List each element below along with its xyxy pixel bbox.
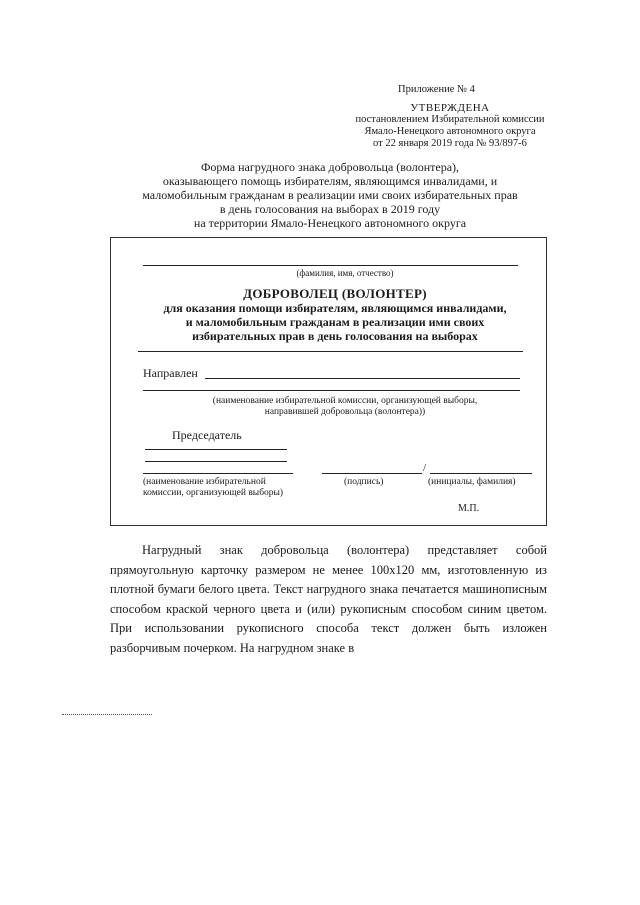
commission-caption-line: (наименование избирательной — [143, 477, 266, 487]
name-caption: (фамилия, имя, отчество) — [296, 268, 394, 278]
form-title — [100, 160, 560, 230]
heading-underline — [138, 351, 523, 352]
approval-line: от 22 января 2019 года № 93/897-6 — [373, 138, 527, 149]
commission-fill-line — [145, 461, 287, 462]
org-fill-line — [143, 390, 520, 391]
signature-fill-line — [322, 473, 422, 474]
approval-line: постановлением Избирательной комиссии — [355, 114, 545, 125]
form-title-line: в день голосования на выборах в 2019 году — [219, 202, 441, 216]
form-title-line: оказывающего помощь избирателям, являющимся инвалидами, и — [162, 174, 498, 188]
appendix-label: Приложение № 4 — [398, 84, 475, 95]
stamp-label: М.П. — [458, 503, 480, 514]
commission-caption — [143, 477, 283, 499]
body-paragraph: Нагрудный знак добровольца (волонтера) представляет собой прямоугольную карточку размером не менее 100х120 мм, изготовленную из плотной бумаги белого цвета. Текст нагрудного знака печатается машинописным способом краской черного цвета и (или) рукописным способом синим цветом. При использовании рукописного способа текст должен быть изложен разборчивым почерком. На нагрудном знаке в — [110, 543, 547, 655]
slash: / — [423, 462, 427, 474]
sent-fill-line — [205, 378, 520, 379]
name-fill-line — [143, 265, 518, 266]
commission-fill-line — [143, 473, 293, 474]
initials-caption: (инициалы, фамилия) — [428, 477, 516, 487]
card-heading-line: и маломобильным гражданам в реализации ими своих — [185, 315, 485, 329]
signature-caption: (подпись) — [344, 477, 384, 487]
form-title-line: Форма нагрудного знака добровольца (волонтера), — [200, 160, 460, 174]
form-title-line: маломобильным гражданам в реализации ими своих избирательных прав — [142, 188, 518, 202]
org-caption — [195, 396, 495, 418]
approval-line: Ямало-Ненецкого автономного округа — [364, 126, 536, 137]
card-heading-line: избирательных прав в день голосования на выборах — [192, 329, 478, 343]
approval-block — [330, 102, 570, 150]
chair-label: Председатель — [172, 428, 242, 442]
commission-caption-line: комиссии, организующей выборы) — [143, 488, 284, 498]
org-caption-line: направившей добровольца (волонтера)) — [264, 407, 426, 417]
initials-fill-line — [430, 473, 532, 474]
form-title-line: на территории Ямало-Ненецкого автономного округа — [193, 216, 467, 230]
footnote-separator — [62, 714, 152, 715]
commission-fill-line — [145, 449, 287, 450]
sent-label: Направлен — [143, 366, 198, 380]
card-heading — [130, 287, 540, 343]
approval-title: УТВЕРЖДЕНА — [410, 102, 490, 114]
org-caption-line: (наименование избирательной комиссии, организующей выборы, — [212, 396, 478, 406]
card-heading-line: для оказания помощи избирателям, являющимся инвалидами, — [163, 301, 507, 315]
card-heading-title: ДОБРОВОЛЕЦ (ВОЛОНТЕР) — [243, 286, 427, 301]
